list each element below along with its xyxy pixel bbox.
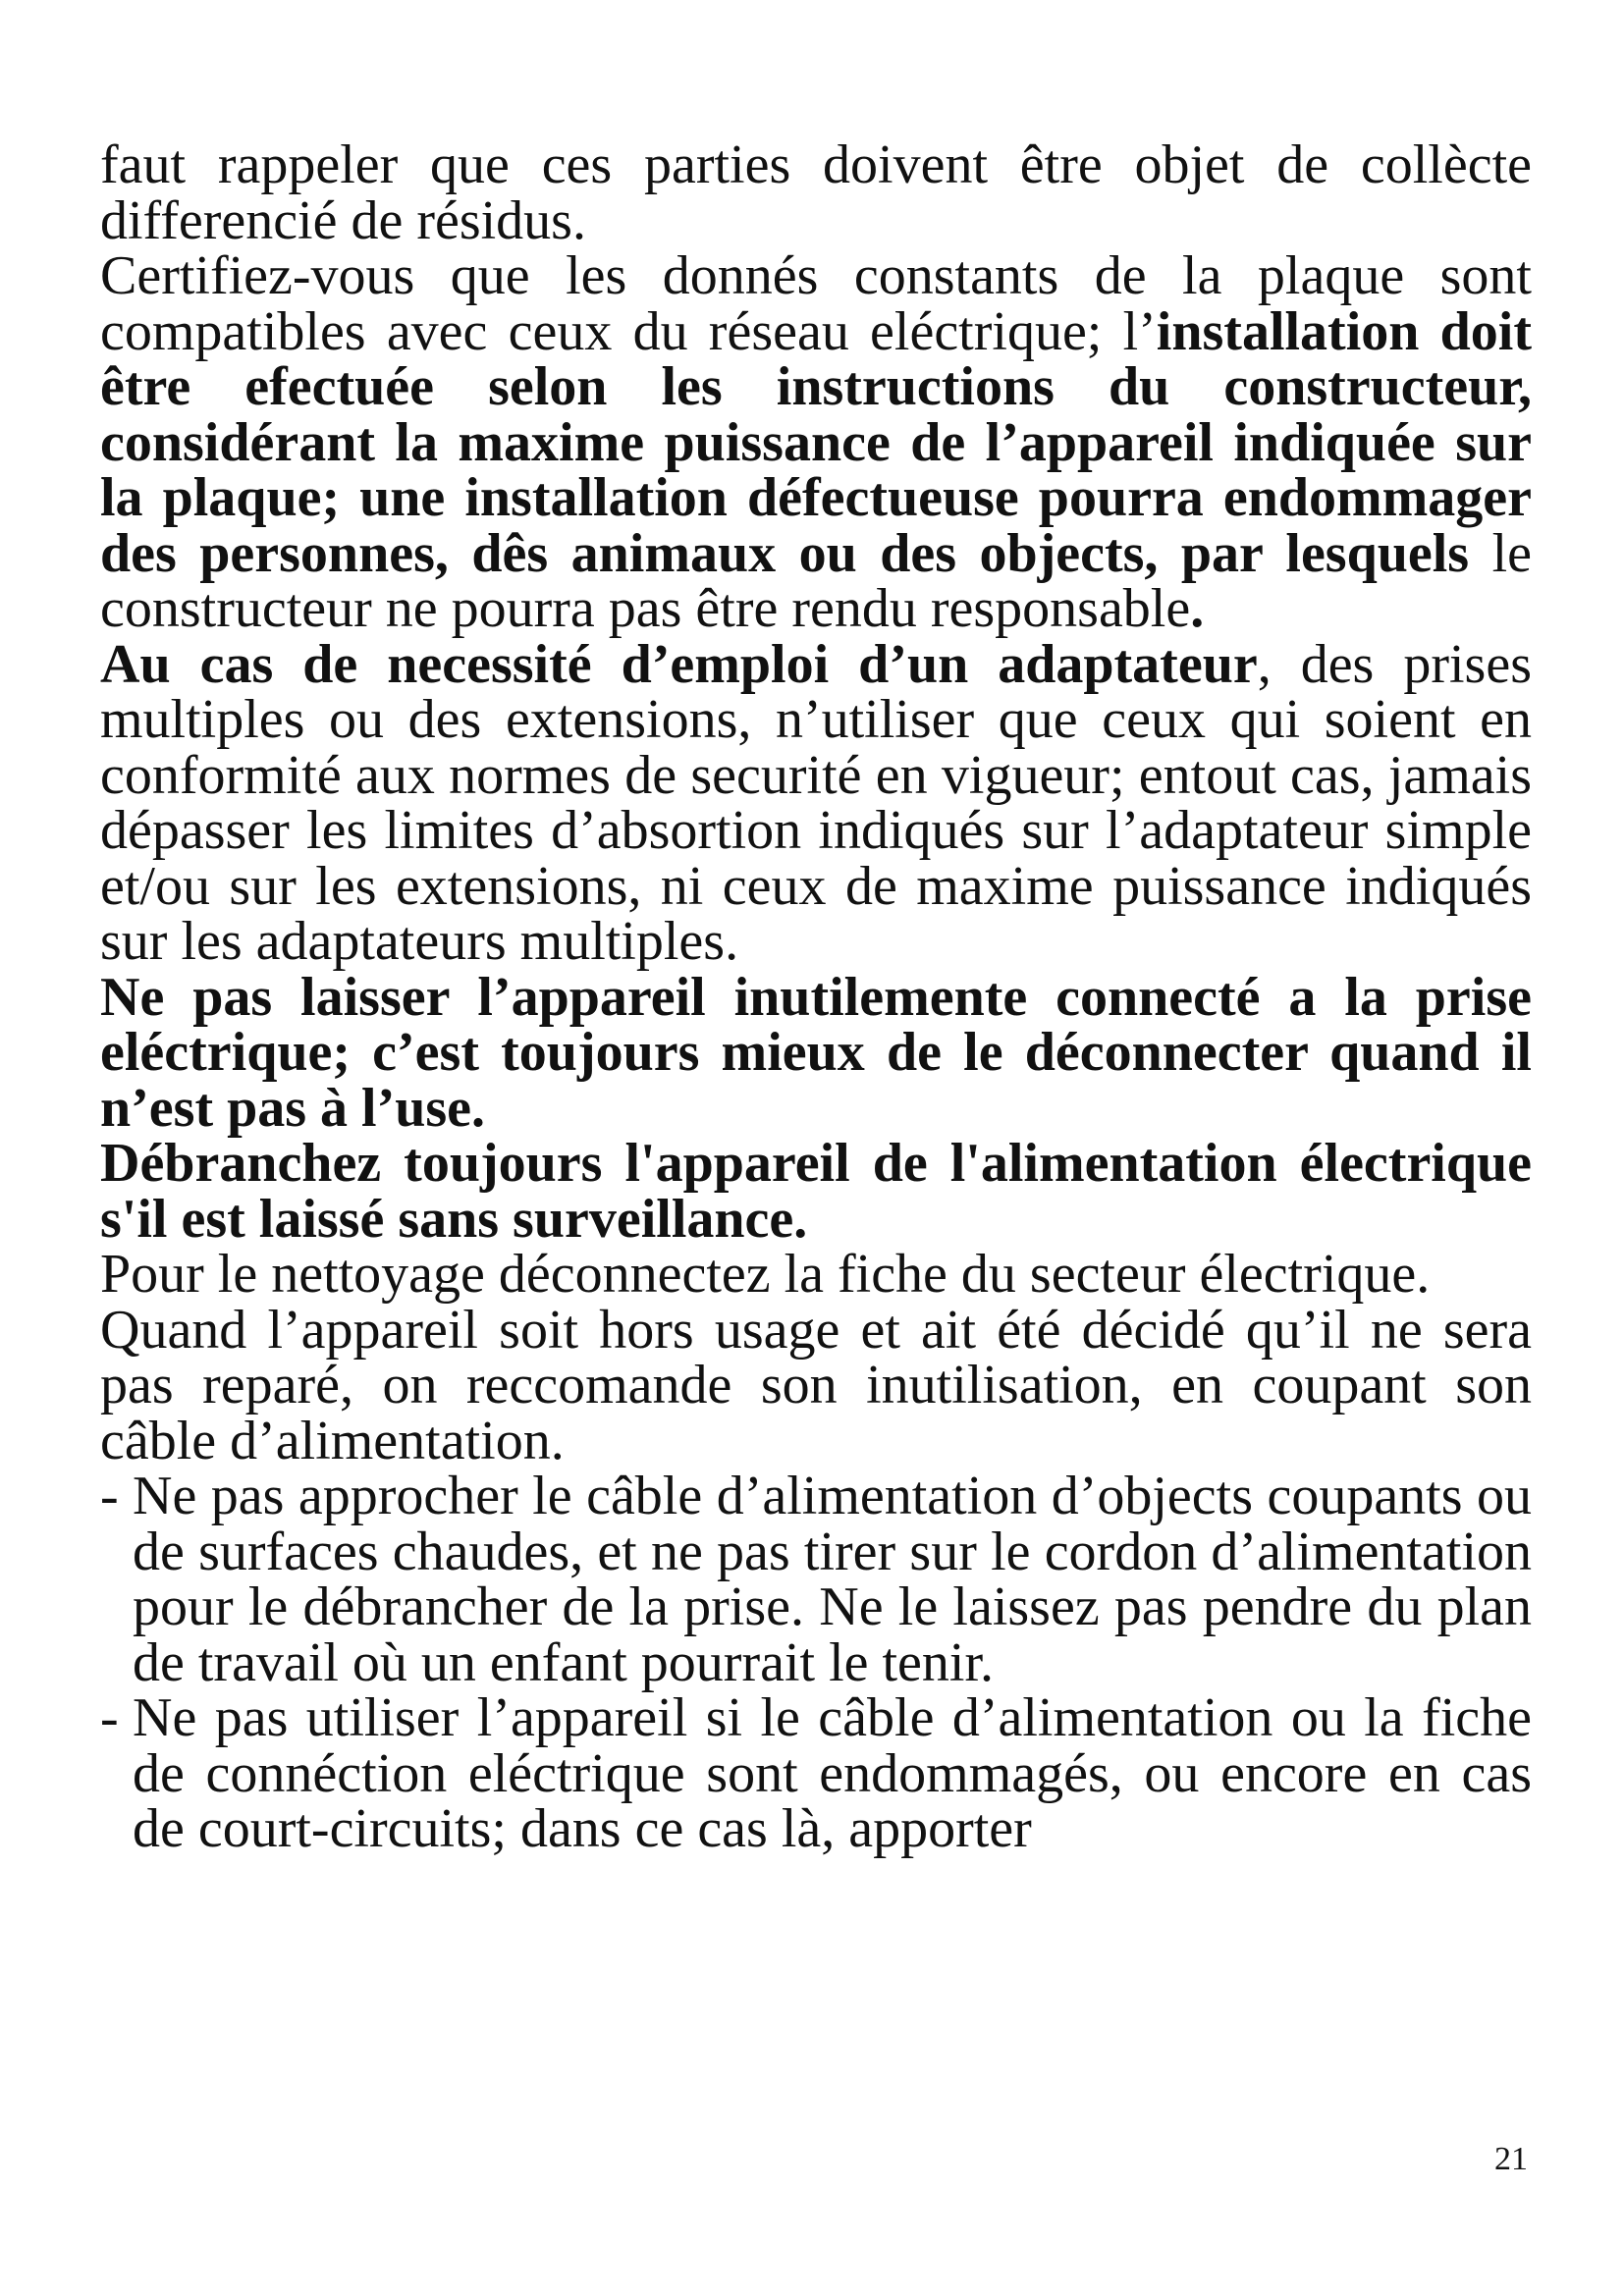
paragraph-text: , des prises multiples ou des extensions, n’utiliser que ceux qui soient en conformité aux normes de securité en vigueur; entout cas, jamais dépasser les limites d’absortion indiqués sur l’adaptateur simple et/ou sur les extensions, ni ceux de maxime puissance indiqués sur les adaptateurs multiples. [100, 633, 1532, 972]
page-number: 21 [1494, 2141, 1528, 2177]
paragraph-installation [100, 245, 1532, 639]
paragraph-bold-text: Au cas de necessité d’emploi d’un adaptateur [100, 633, 1258, 695]
paragraph-bold-text: installation doit être efectuée selon les instructions du constructeur, considérant la maxime puissance de l’appareil indiquée sur la plaque; une installation défectueuse pourra endommager des personnes, dês animaux ou des objects, par lesquels [100, 300, 1532, 584]
paragraph-text: Quand l’appareil soit hors usage et ait été décidé qu’il ne sera pas reparé, on reccomande son inutilisation, en coupant son câble d’alimentation. [100, 1299, 1532, 1471]
list-bullet: - [100, 1466, 119, 1526]
paragraph-text: faut rappeler que ces parties doivent être objet de collècte differencié de résidus. [100, 134, 1532, 251]
list-item-damaged-cable [100, 1687, 1532, 1859]
list-item-cable-safety [100, 1466, 1532, 1693]
paragraph-unplug-warning [100, 966, 1532, 1139]
body-text [100, 134, 1532, 1859]
paragraph-bold-text: Ne pas laisser l’appareil inutilemente connecté a la prise eléctrique; c’est toujours mieux de le déconnecter quand il n’est pas à l’use. [100, 966, 1532, 1139]
paragraph-adapter [100, 633, 1532, 972]
paragraph-waste-collection [100, 134, 1532, 251]
paragraph-cleaning [100, 1244, 1532, 1305]
list-item-text: Ne pas utiliser l’appareil si le câble d’alimentation ou la fiche de connéction eléctrique sont endommagés, ou encore en cas de court-circuits; dans ce cas là, apporter [133, 1687, 1532, 1859]
paragraph-disposal [100, 1299, 1532, 1471]
paragraph-bold-text: Débranchez toujours l'appareil de l'alimentation électrique s'il est laissé sans surveillance. [100, 1133, 1532, 1250]
paragraph-unattended-warning [100, 1133, 1532, 1250]
list-bullet: - [100, 1687, 119, 1748]
paragraph-bold-text: . [1190, 578, 1205, 639]
paragraph-text: le constructeur ne pourra pas être rendu responsable [100, 522, 1532, 639]
paragraph-text: Pour le nettoyage déconnectez la fiche du secteur électrique. [100, 1244, 1431, 1305]
list-item-text: Ne pas approcher le câble d’alimentation d’objects coupants ou de surfaces chaudes, et ne pas tirer sur le cordon d’alimentation pour le débrancher de la prise. Ne le laissez pas pendre du plan de travail où un enfant pourrait le tenir. [133, 1466, 1532, 1693]
paragraph-text: Certifiez-vous que les donnés constants de la plaque sont compatibles avec ceux du réseau eléctrique; l’ [100, 245, 1532, 362]
